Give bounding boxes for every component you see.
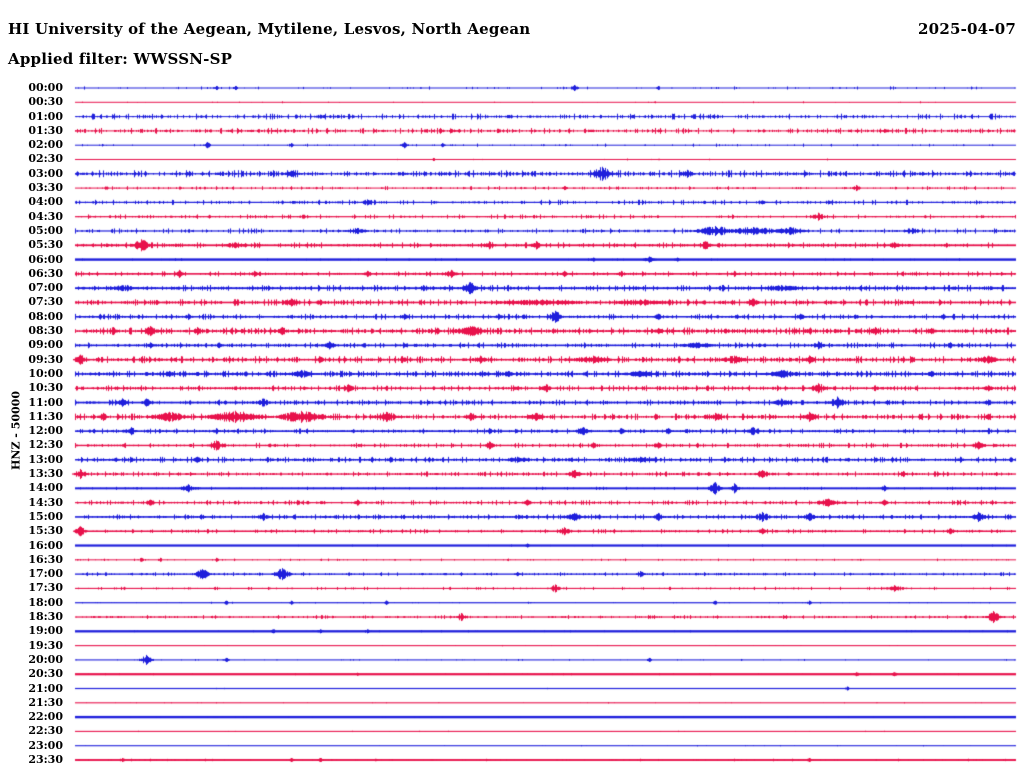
time-label-1400: 14:00 xyxy=(28,481,63,495)
time-label-1100: 11:00 xyxy=(28,395,63,409)
time-label-1130: 11:30 xyxy=(28,409,63,423)
time-label-0430: 04:30 xyxy=(28,209,63,223)
time-label-1700: 17:00 xyxy=(28,567,63,581)
time-label-1200: 12:00 xyxy=(28,424,63,438)
time-label-1230: 12:30 xyxy=(28,438,63,452)
time-label-2000: 20:00 xyxy=(28,652,63,666)
time-label-1830: 18:30 xyxy=(28,610,63,624)
time-label-2300: 23:00 xyxy=(28,738,63,752)
time-label-1000: 10:00 xyxy=(28,366,63,380)
time-label-0400: 04:00 xyxy=(28,195,63,209)
time-label-0300: 03:00 xyxy=(28,166,63,180)
time-label-0530: 05:30 xyxy=(28,238,63,252)
plot-date: 2025-04-07 xyxy=(918,20,1016,38)
station-title: HI University of the Aegean, Mytilene, Lesvos, North Aegean xyxy=(8,20,531,38)
time-label-1430: 14:30 xyxy=(28,495,63,509)
time-label-0100: 01:00 xyxy=(28,109,63,123)
time-label-0700: 07:00 xyxy=(28,281,63,295)
applied-filter-label: Applied filter: WWSSN-SP xyxy=(8,50,233,68)
time-label-1530: 15:30 xyxy=(28,524,63,538)
time-label-1800: 18:00 xyxy=(28,595,63,609)
time-label-0930: 09:30 xyxy=(28,352,63,366)
time-label-0500: 05:00 xyxy=(28,223,63,237)
time-label-0600: 06:00 xyxy=(28,252,63,266)
time-label-0200: 02:00 xyxy=(28,138,63,152)
time-label-1930: 19:30 xyxy=(28,638,63,652)
time-label-0630: 06:30 xyxy=(28,266,63,280)
channel-scale-label: HNZ - 50000 xyxy=(9,391,23,470)
time-label-2230: 22:30 xyxy=(28,724,63,738)
time-label-1730: 17:30 xyxy=(28,581,63,595)
time-label-2130: 21:30 xyxy=(28,695,63,709)
time-label-2100: 21:00 xyxy=(28,681,63,695)
time-label-0130: 01:30 xyxy=(28,123,63,137)
time-label-0230: 02:30 xyxy=(28,152,63,166)
time-label-0030: 00:30 xyxy=(28,95,63,109)
time-label-1600: 16:00 xyxy=(28,538,63,552)
time-label-2030: 20:30 xyxy=(28,667,63,681)
time-label-2330: 23:30 xyxy=(28,753,63,766)
time-label-0830: 08:30 xyxy=(28,324,63,338)
time-label-1900: 19:00 xyxy=(28,624,63,638)
time-label-0330: 03:30 xyxy=(28,181,63,195)
time-label-0730: 07:30 xyxy=(28,295,63,309)
time-label-2200: 22:00 xyxy=(28,710,63,724)
time-label-1330: 13:30 xyxy=(28,467,63,481)
time-label-1630: 16:30 xyxy=(28,552,63,566)
time-label-1500: 15:00 xyxy=(28,509,63,523)
time-label-0800: 08:00 xyxy=(28,309,63,323)
time-label-1030: 10:30 xyxy=(28,381,63,395)
time-label-1300: 13:00 xyxy=(28,452,63,466)
time-label-0900: 09:00 xyxy=(28,338,63,352)
time-label-0000: 00:00 xyxy=(28,81,63,94)
